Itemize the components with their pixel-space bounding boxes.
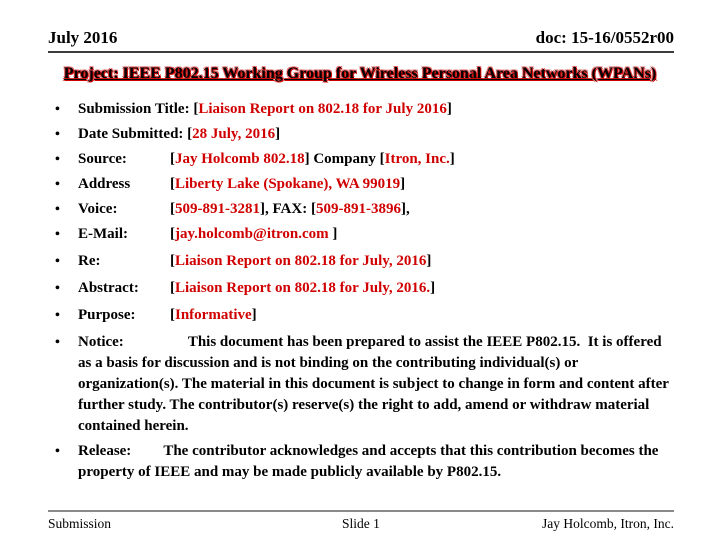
field-bracket-text: [: [170, 280, 175, 296]
footer-author: Jay Holcomb, Itron, Inc.: [542, 516, 674, 531]
header-date: July 2016: [48, 28, 118, 47]
bullet-row-date-submitted: [48, 124, 676, 145]
field-label: Release:: [78, 443, 132, 459]
field-bracket-text: ]: [400, 176, 406, 192]
field-value: Liaison Report on 802.18 for July, 2016: [175, 253, 427, 269]
field-label: Address: [78, 176, 131, 192]
field-bracket-text: [: [170, 176, 175, 192]
field-bracket-text: [: [187, 126, 193, 142]
bullet-icon: •: [55, 102, 60, 117]
field-bracket-text: ], FAX: [: [260, 201, 316, 217]
field-bracket-text: ] Company [: [304, 151, 385, 167]
field-text: The contributor acknowledges and accepts that this contribution becomes the property of IEEE and may be made publicly available by P802.15.: [78, 443, 663, 480]
field-bracket-text: [: [193, 101, 199, 117]
bullet-row-email: [48, 224, 676, 245]
bullet-row-source: [48, 149, 676, 170]
bullet-icon: •: [55, 281, 60, 296]
bullet-row-notice: [48, 332, 676, 437]
field-text: This document has been prepared to assist the IEEE P802.15. It is offered as a basis for discussion and is not binding on the contributing individual(s) or organization(s). The material in this document is subject to change in form and content after further study. The contributor(s) reserve(s) the right to add, amend or withdraw material contained herein.: [78, 334, 673, 434]
field-bracket-text: [: [170, 201, 175, 217]
bullet-row-re: [48, 251, 676, 272]
field-value: Liberty Lake (Spokane), WA 99019: [175, 176, 401, 192]
field-bracket-text: ]: [251, 307, 257, 323]
field-label: Notice:: [78, 334, 124, 350]
field-value: jay.holcomb@itron.com: [175, 226, 333, 242]
field-bracket-text: ]: [449, 151, 455, 167]
bullet-icon: •: [55, 227, 60, 242]
field-bracket-text: ]: [332, 226, 338, 242]
bullet-icon: •: [55, 177, 60, 192]
field-bracket-text: ]: [430, 280, 436, 296]
bullet-row-abstract: [48, 278, 676, 299]
field-label: Voice:: [78, 201, 118, 217]
field-label: Source:: [78, 151, 127, 167]
field-value: Informative: [175, 307, 252, 323]
field-label: E-Mail:: [78, 226, 128, 242]
bullet-row-release: [48, 441, 676, 483]
bullet-icon: •: [55, 152, 60, 167]
field-value: Liaison Report on 802.18 for July 2016: [198, 101, 447, 117]
bullet-icon: •: [55, 202, 60, 217]
footer-submission-label: Submission: [48, 516, 112, 531]
field-label: Submission Title:: [78, 101, 190, 117]
bullet-icon: •: [55, 308, 60, 323]
bullet-icon: •: [55, 444, 60, 459]
field-value: 509-891-3281: [175, 201, 260, 217]
field-bracket-text: [: [170, 226, 175, 242]
header-doc-number: doc: 15-16/0552r00: [535, 28, 674, 47]
bullet-icon: •: [55, 335, 60, 350]
field-bracket-text: ]: [426, 253, 432, 269]
bullet-row-address: [48, 174, 676, 195]
slide-header: [48, 28, 674, 53]
field-bracket-text: [: [170, 307, 175, 323]
field-label: Purpose:: [78, 307, 136, 323]
field-value: Jay Holcomb 802.18: [175, 151, 305, 167]
footer-slide-number: Slide 1: [342, 516, 380, 531]
field-label: Date Submitted:: [78, 126, 184, 142]
bullet-row-submission-title: [48, 99, 676, 120]
field-bracket-text: ],: [400, 201, 410, 217]
page-title: Project: IEEE P802.15 Working Group for Wireless Personal Area Networks (WPANs): [63, 65, 657, 82]
field-value: 509-891-3896: [315, 201, 401, 217]
bullet-icon: •: [55, 127, 60, 142]
field-list: [48, 99, 676, 483]
field-value: 28 July, 2016: [192, 126, 276, 142]
bullet-row-voice: [48, 199, 676, 220]
field-value: Liaison Report on 802.18 for July, 2016.: [175, 280, 431, 296]
field-label: Re:: [78, 253, 101, 269]
field-bracket-text: [: [170, 253, 175, 269]
field-label: Abstract:: [78, 280, 139, 296]
field-bracket-text: ]: [446, 101, 452, 117]
bullet-icon: •: [55, 254, 60, 269]
field-bracket-text: ]: [275, 126, 281, 142]
field-bracket-text: [: [170, 151, 175, 167]
slide-footer: [48, 510, 674, 532]
bullet-row-purpose: [48, 305, 676, 326]
field-value: Itron, Inc.: [384, 151, 450, 167]
